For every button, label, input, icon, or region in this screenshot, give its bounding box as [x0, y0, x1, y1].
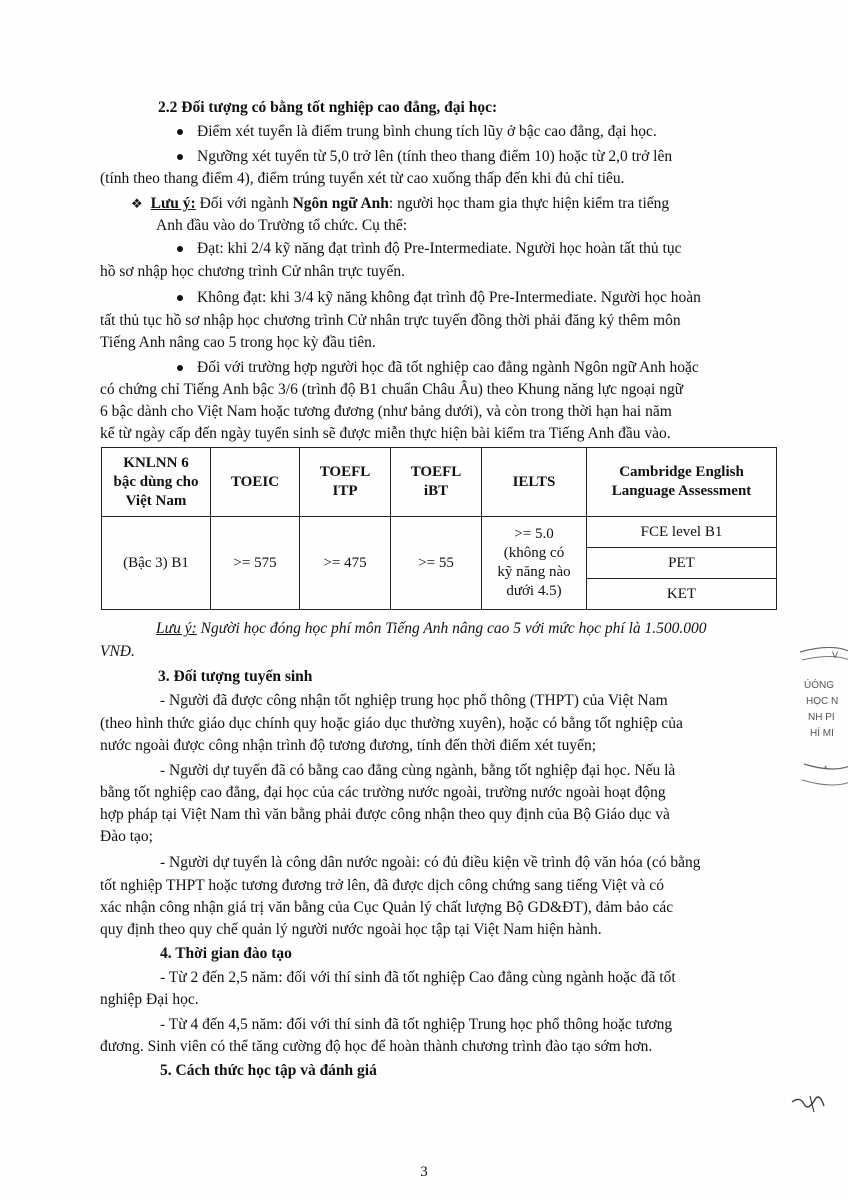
- paragraph-line: tốt nghiệp THPT hoặc tương đương trở lên, đã được dịch công chứng sang tiếng Việt và có: [100, 877, 664, 894]
- cell-cambridge-fce: FCE level B1: [587, 517, 777, 548]
- paragraph-line: có chứng chỉ Tiếng Anh bậc 3/6 (trình độ B1 chuẩn Châu Âu) theo Khung năng lực ngoại ngữ: [100, 381, 684, 398]
- list-item: Ngưỡng xét tuyển từ 5,0 trở lên (tính theo thang điểm 10) hoặc từ 2,0 trở lên: [177, 146, 672, 168]
- paragraph-line: đương. Sinh viên có thể tăng cường độ học để hoàn thành chương trình đào tạo sớm hơn.: [100, 1038, 653, 1055]
- paragraph-line: - Từ 2 đến 2,5 năm: đối với thí sinh đã tốt nghiệp Cao đẳng cùng ngành hoặc đã tốt: [160, 969, 676, 986]
- official-seal-fragment: V * ÚÓNG HỌC N NH PI HÍ MI: [796, 640, 848, 800]
- cell-level: (Bậc 3) B1: [102, 517, 211, 610]
- paragraph-line: VNĐ.: [100, 643, 135, 660]
- header-knlnn: KNLNN 6 bậc dùng cho Việt Nam: [102, 448, 211, 517]
- paragraph-line: bằng tốt nghiệp cao đẳng, đại học của các trường nước ngoài, trường nước ngoài hoạt động: [100, 784, 666, 801]
- bullet-icon: [177, 295, 183, 301]
- fee-note-line: Lưu ý: Người học đóng học phí môn Tiếng Anh nâng cao 5 với mức học phí là 1.500.000: [156, 620, 707, 637]
- paragraph-line: kể từ ngày cấp đến ngày tuyển sinh sẽ được miễn thực hiện bài kiểm tra Tiếng Anh đầu vào.: [100, 425, 671, 442]
- paragraph-line: quy định theo quy chế quản lý người nước ngoài học tập tại Việt Nam hiện hành.: [100, 921, 602, 938]
- bullet-icon: [177, 129, 183, 135]
- handwritten-initial-icon: [790, 1090, 830, 1116]
- bullet-icon: [177, 154, 183, 160]
- paragraph-line: Anh đầu vào do Trường tổ chức. Cụ thể:: [156, 217, 408, 234]
- svg-text:*: *: [824, 764, 828, 774]
- bullet-icon: [177, 365, 183, 371]
- paragraph-line: hợp pháp tại Việt Nam thì văn bằng phải được công nhận theo quy định của Bộ Giáo dục và: [100, 806, 670, 823]
- cell-toefl-itp: >= 475: [300, 517, 391, 610]
- header-cambridge: Cambridge English Language Assessment: [587, 448, 777, 517]
- paragraph-line: nước ngoài được công nhận trình độ tương đương, tính đến thời điểm xét tuyển;: [100, 737, 597, 754]
- cell-cambridge-ket: KET: [587, 579, 777, 610]
- english-equivalence-table: [101, 447, 777, 610]
- page-number: 3: [420, 1164, 428, 1180]
- list-item: Đạt: khi 2/4 kỹ năng đạt trình độ Pre-Intermediate. Người học hoàn tất thủ tục: [177, 238, 682, 260]
- list-item: Đối với trường hợp người học đã tốt nghiệp cao đẳng ngành Ngôn ngữ Anh hoặc: [177, 357, 699, 379]
- paragraph-line: - Người dự tuyển đã có bằng cao đẳng cùng ngành, bằng tốt nghiệp đại học. Nếu là: [160, 762, 676, 779]
- paragraph-line: (tính theo thang điểm 4), điểm trúng tuyển xét từ cao xuống thấp đến khi đủ chỉ tiêu.: [100, 170, 625, 187]
- cell-cambridge-pet: PET: [587, 548, 777, 579]
- diamond-bullet-icon: ❖: [131, 196, 143, 211]
- paragraph-line: (theo hình thức giáo dục chính quy hoặc giáo dục thường xuyên), hoặc có bằng tốt nghiệp của: [100, 715, 683, 732]
- bullet-icon: [177, 246, 183, 252]
- header-toefl-itp: TOEFL ITP: [300, 448, 391, 517]
- cell-toefl-ibt: >= 55: [391, 517, 482, 610]
- table-header-row: [102, 448, 777, 517]
- section-4-heading: 4. Thời gian đào tạo: [160, 945, 292, 962]
- svg-text:V: V: [832, 650, 839, 660]
- paragraph-line: Tiếng Anh nâng cao 5 trong học kỳ đầu tiên.: [100, 334, 376, 351]
- cell-ielts: >= 5.0 (không có kỹ năng nào dưới 4.5): [482, 517, 587, 610]
- paragraph-line: tất thủ tục hồ sơ nhập học chương trình Cử nhân trực tuyến đồng thời phải đăng ký thêm môn: [100, 312, 681, 329]
- list-item: Không đạt: khi 3/4 kỹ năng không đạt trình độ Pre-Intermediate. Người học hoàn: [177, 287, 701, 309]
- paragraph-line: xác nhận công nhận giá trị văn bằng của Cục Quản lý chất lượng Bộ GD&ĐT), đảm bảo các: [100, 899, 674, 916]
- paragraph-line: Đào tạo;: [100, 828, 153, 845]
- header-ielts: IELTS: [482, 448, 587, 517]
- table-row: [102, 517, 777, 548]
- paragraph-line: - Người dự tuyển là công dân nước ngoài: có đủ điều kiện về trình độ văn hóa (có bằng: [160, 854, 701, 871]
- paragraph-line: - Từ 4 đến 4,5 năm: đối với thí sinh đã tốt nghiệp Trung học phổ thông hoặc tương: [160, 1016, 673, 1033]
- note-line: ❖ Lưu ý: Đối với ngành Ngôn ngữ Anh: người học tham gia thực hiện kiểm tra tiếng: [131, 193, 669, 215]
- paragraph-line: 6 bậc dành cho Việt Nam hoặc tương đương (như bảng dưới), và còn trong thời hạn hai năm: [100, 403, 672, 420]
- paragraph-line: nghiệp Đại học.: [100, 991, 199, 1008]
- list-item: Điểm xét tuyển là điểm trung bình chung tích lũy ở bậc cao đẳng, đại học.: [177, 121, 657, 143]
- section-5-heading: 5. Cách thức học tập và đánh giá: [160, 1062, 377, 1079]
- section-2-2-heading: 2.2 Đối tượng có bằng tốt nghiệp cao đẳng, đại học:: [158, 99, 498, 116]
- header-toeic: TOEIC: [211, 448, 300, 517]
- header-toefl-ibt: TOEFL iBT: [391, 448, 482, 517]
- paragraph-line: hồ sơ nhập học chương trình Cử nhân trực tuyến.: [100, 263, 406, 280]
- paragraph-line: - Người đã được công nhận tốt nghiệp trung học phổ thông (THPT) của Việt Nam: [160, 692, 668, 709]
- cell-toeic: >= 575: [211, 517, 300, 610]
- section-3-heading: 3. Đối tượng tuyển sinh: [158, 668, 313, 685]
